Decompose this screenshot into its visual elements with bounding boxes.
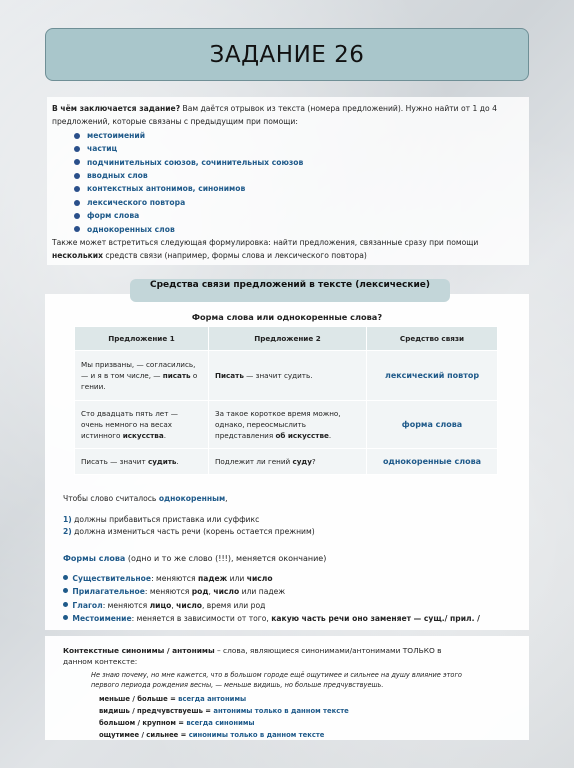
task-note: Также может встретиться следующая формулировка: найти предложения, связанные сразу при помощи нескольких средств связи (например, формы слова и лексического повтора) — [52, 238, 479, 261]
forms-list — [63, 572, 513, 630]
synonyms-card — [45, 636, 529, 740]
bullet-icon — [74, 159, 80, 165]
bullet-icon — [74, 213, 80, 219]
comparison-table — [74, 326, 498, 475]
table-cell: Писать — значит судить. — [209, 351, 367, 401]
table-cell: однокоренные слова — [367, 449, 498, 475]
list-item: 2) должна измениться часть речи (корень остается прежним) — [63, 527, 315, 536]
list-item: Существительное: меняются падеж или число — [63, 572, 513, 585]
bullet-icon — [74, 133, 80, 139]
means-list — [74, 129, 524, 236]
list-item: контекстных антонимов, синонимов — [74, 182, 524, 195]
list-item: Местоимение: меняется в зависимости от того, какую часть речи оно заменяет — сущ./ прил. / — [63, 612, 513, 625]
bullet-icon — [74, 173, 80, 179]
page-title: ЗАДАНИЕ 26 — [209, 41, 365, 68]
section-heading: Средства связи предложений в тексте (лексические) — [130, 279, 450, 302]
list-item: большом / крупном = всегда синонимы — [99, 719, 255, 728]
list-item: однокоренных слов — [74, 223, 524, 236]
table-cell: Писать — значит судить. — [75, 449, 209, 475]
table-cell: лексический повтор — [367, 351, 498, 401]
bullet-icon — [63, 575, 68, 580]
bullet-icon — [74, 226, 80, 232]
root-rules — [63, 514, 315, 538]
task-question — [52, 102, 524, 129]
table-row — [75, 351, 498, 401]
table-cell: Сто двадцать пять лет — очень немного на весах истинного искусства. — [75, 401, 209, 449]
table-cell: Подлежит ли гений суду? — [209, 449, 367, 475]
bullet-icon — [63, 602, 68, 607]
root-intro: Чтобы слово считалось однокоренным, — [63, 494, 228, 503]
list-item: лексического повтора — [74, 196, 524, 209]
column-header: Средство связи — [367, 327, 498, 351]
list-item: Прилагательное: меняются род, число или падеж — [63, 585, 513, 598]
bullet-icon — [74, 200, 80, 206]
bullet-icon — [74, 146, 80, 152]
title-banner — [45, 28, 529, 81]
question-text: Вам даётся отрывок из текста (номера предложений). Нужно найти от 1 до 4 предложений, которые связаны с предыдущим при помощи: — [52, 104, 497, 127]
bullet-icon — [74, 186, 80, 192]
list-item: видишь / предчувствуешь = антонимы только в данном тексте — [99, 707, 349, 716]
list-item: форм слова — [74, 209, 524, 222]
list-item: местоимений — [74, 129, 524, 142]
table-cell: Мы призваны, — согласились, — и я в том числе, — писать о гении. — [75, 351, 209, 401]
table-cell: За такое короткое время можно, однако, переосмыслить представления об искусстве. — [209, 401, 367, 449]
table-header-row — [75, 327, 498, 351]
pairs-list — [99, 694, 529, 742]
list-item: 1) должны прибавиться приставка или суффикс — [63, 515, 260, 524]
task-description — [47, 97, 529, 265]
column-header: Предложение 1 — [75, 327, 209, 351]
bullet-icon — [63, 615, 68, 620]
table-row — [75, 401, 498, 449]
table-cell: форма слова — [367, 401, 498, 449]
forms-heading: Формы слова (одно и то же слово (!!!), меняется окончание) — [63, 554, 327, 563]
synonyms-definition: Контекстные синонимы / антонимы – слова, являющиеся синонимами/антонимами ТОЛЬКО в данном контексте: — [63, 646, 442, 666]
list-item: ощутимее / сильнее = синонимы только в данном тексте — [99, 731, 325, 740]
list-item: Глагол: меняются лицо, число, время или род — [63, 599, 513, 612]
list-item: меньше / больше = всегда антонимы — [99, 695, 247, 704]
section-question: Форма слова или однокоренные слова? — [191, 312, 383, 322]
example-text: Не знаю почему, но мне кажется, что в большом городе ещё ощутимее и сильнее на душу влияние этого первого периода рождения весны, — меньше видишь, но больше предчувствуешь. — [91, 671, 462, 689]
list-item: подчинительных союзов, сочинительных союзов — [74, 156, 524, 169]
question-label: В чём заключается задание? — [52, 104, 181, 113]
column-header: Предложение 2 — [209, 327, 367, 351]
table-row — [75, 449, 498, 475]
bullet-icon — [63, 588, 68, 593]
list-item: частиц — [74, 142, 524, 155]
list-item: вводных слов — [74, 169, 524, 182]
